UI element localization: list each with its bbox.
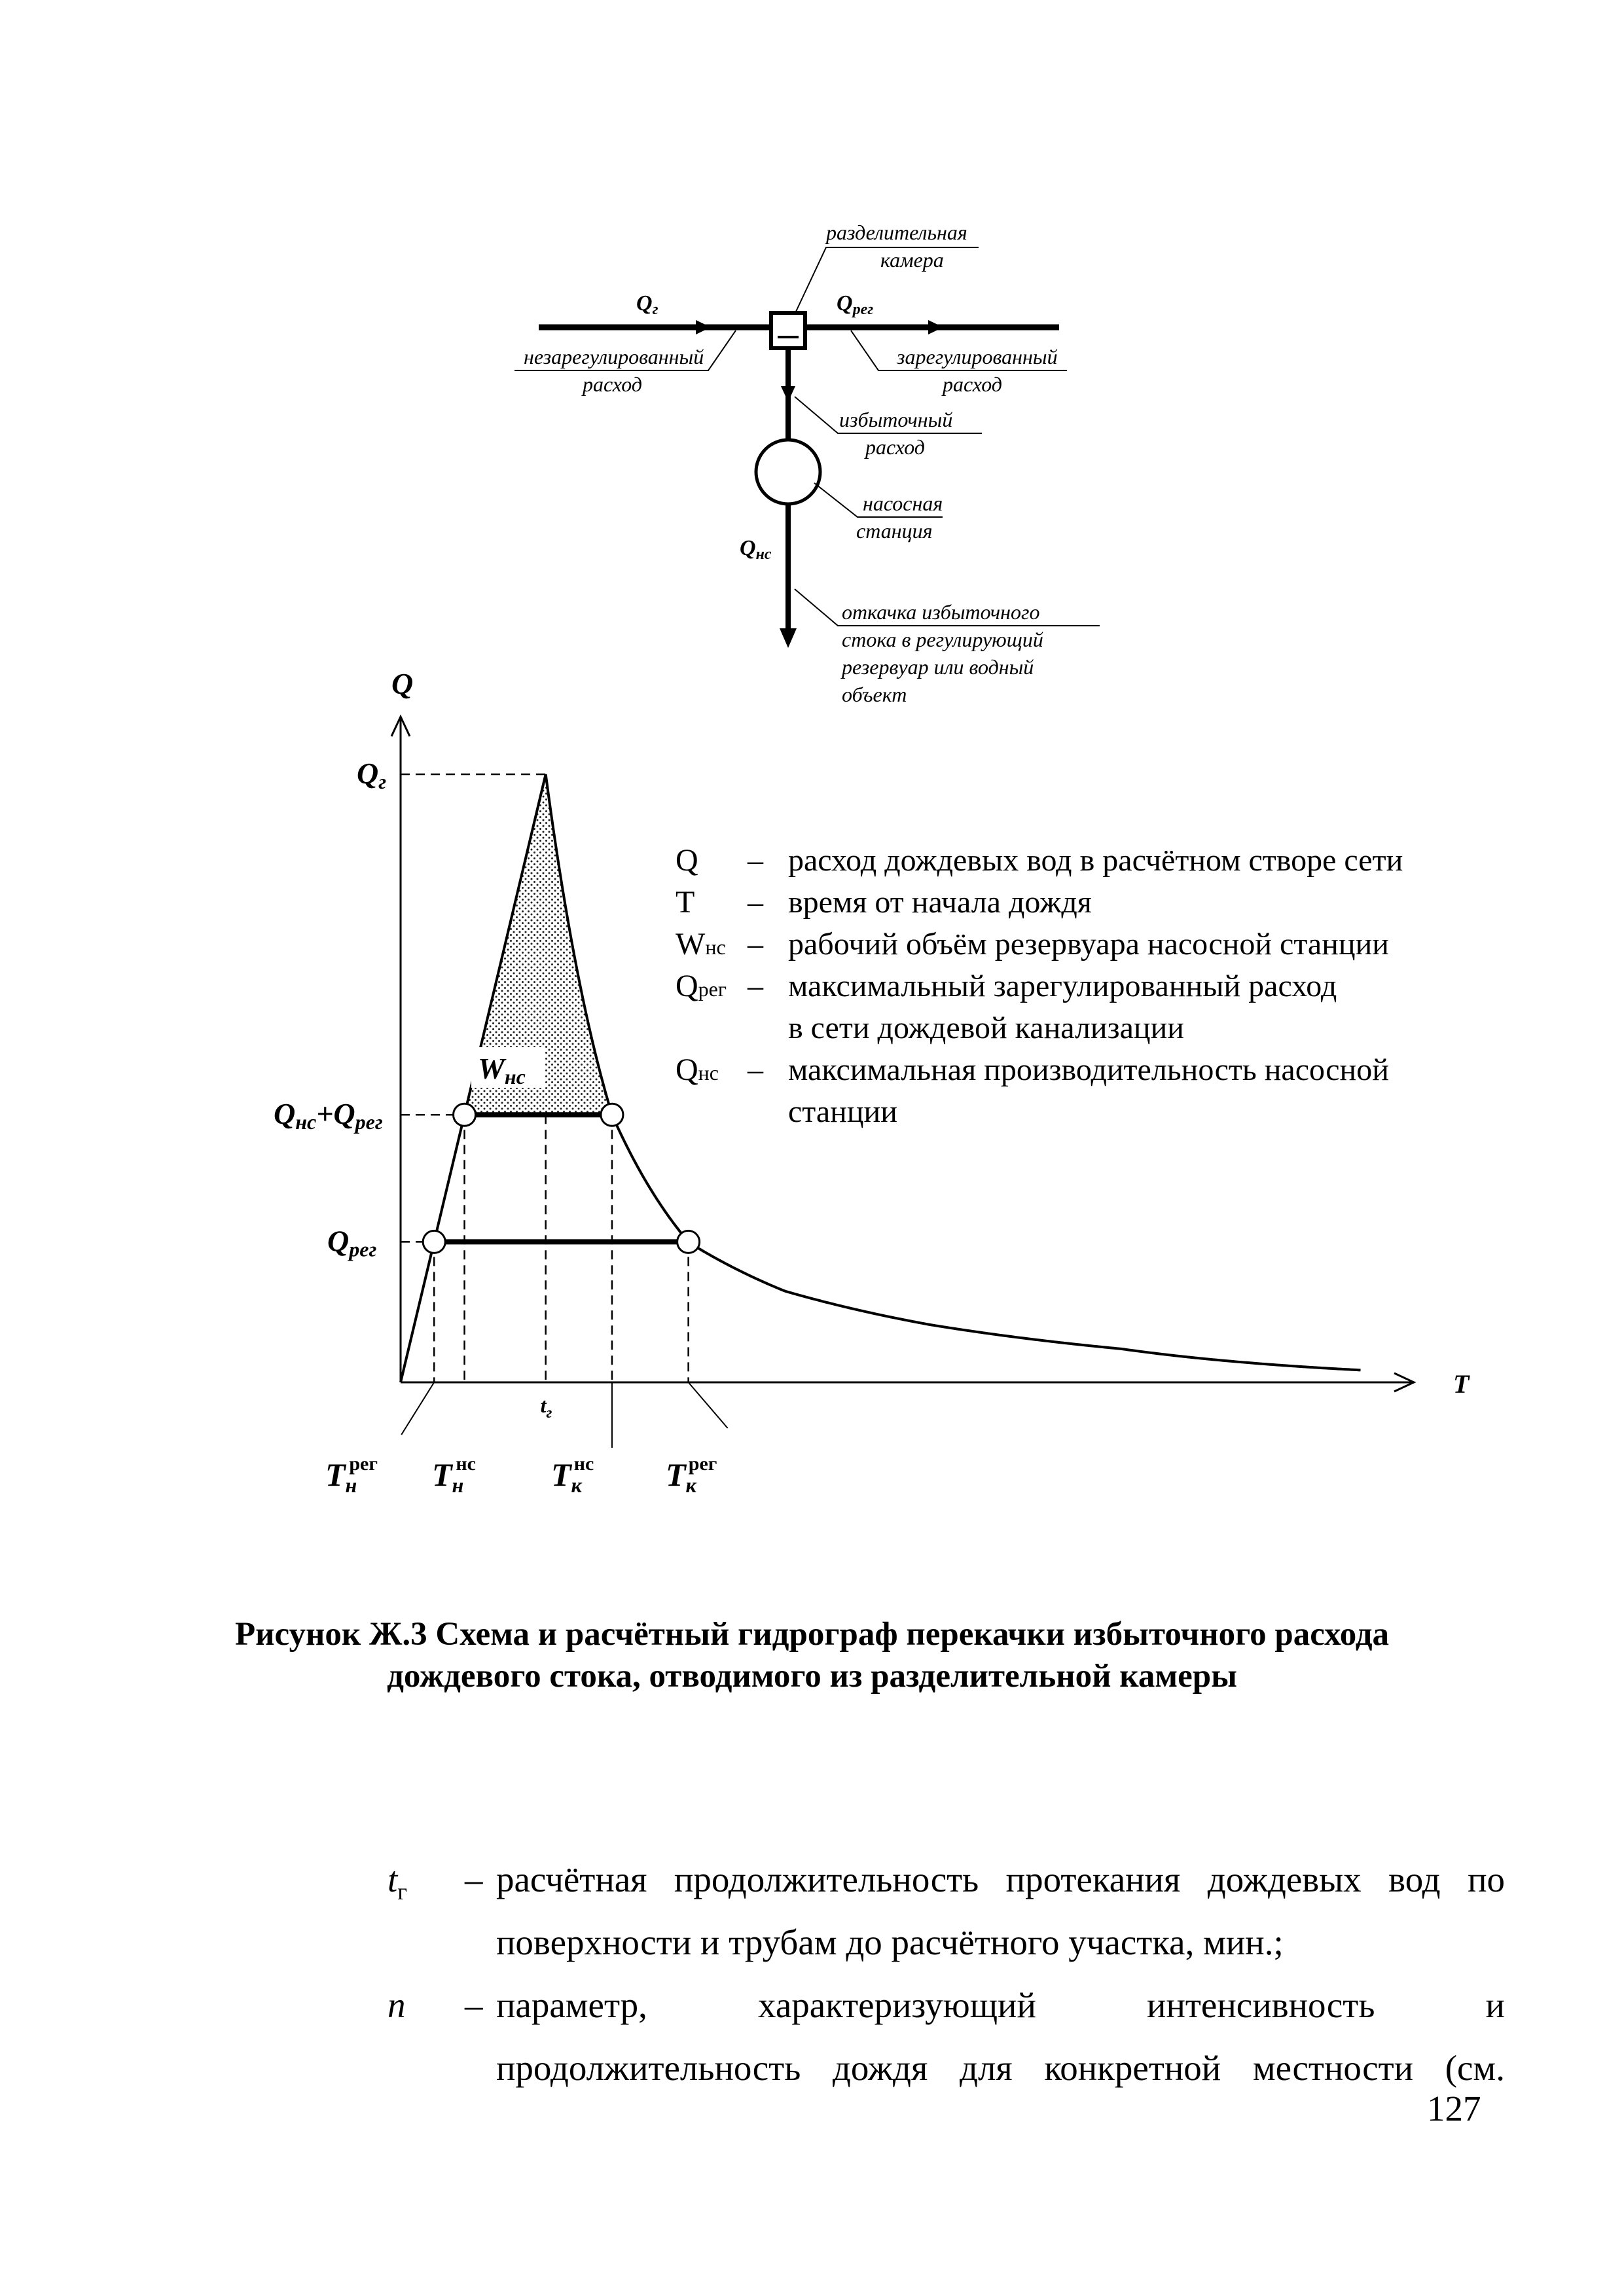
- legend-dash: –: [748, 969, 763, 1003]
- def-dash: –: [465, 1859, 483, 1899]
- legend-text: рабочий объём резервуара насосной станции: [788, 927, 1389, 961]
- pump-station: [756, 440, 820, 504]
- arrow-excess: [781, 386, 795, 402]
- x-axis-label: T: [1453, 1369, 1470, 1399]
- x-tick-t-k-reg: $T_крег$: [666, 1453, 717, 1497]
- intersection-point: [677, 1230, 700, 1253]
- legend-text: максимальный зарегулированный расход: [788, 969, 1337, 1003]
- legend-text: максимальная производительность насосной: [788, 1052, 1389, 1087]
- y-tick-q-reg: Qрег: [327, 1224, 377, 1261]
- legend-symbol: Qнс: [676, 1052, 719, 1087]
- arrow-regulated: [928, 320, 943, 334]
- label-q-ns: Qнс: [740, 536, 772, 563]
- legend-dash: –: [748, 885, 763, 920]
- legend-dash: –: [748, 843, 763, 878]
- arrow-outflow: [780, 628, 797, 648]
- page-number: 127: [1427, 2089, 1481, 2128]
- y-tick-q-g: Qг: [357, 757, 387, 793]
- x-tick-t-n-reg: $T_нрег$: [325, 1453, 378, 1497]
- def-line-2: продолжительность дождя для конкретной местности (см.: [496, 2048, 1505, 2088]
- figure-caption: [196, 1613, 1428, 1697]
- callout-excess-flow: избыточный расход: [839, 408, 953, 459]
- callout-separation-chamber: разделительная камера: [826, 221, 967, 272]
- x-tick-t-n-ns: $T_ннс$: [432, 1453, 476, 1497]
- def-line-2: поверхности и трубам до расчётного участка, мин.;: [496, 1922, 1284, 1962]
- y-axis-label: Q: [391, 667, 414, 700]
- def-line-1: расчётная продолжительность протекания дождевых вод по: [496, 1859, 1505, 1899]
- legend-symbol: Q: [676, 843, 698, 878]
- def-symbol-sub: г: [397, 1878, 408, 1905]
- legend-symbol: Wнс: [676, 927, 726, 961]
- w-ns-label: Wнс: [478, 1052, 526, 1088]
- label-q-reg: Qрег: [837, 291, 874, 318]
- legend-text: станции: [788, 1094, 897, 1129]
- legend-dash: –: [748, 927, 763, 961]
- legend-symbol: T: [676, 885, 695, 920]
- intersection-point: [454, 1103, 476, 1126]
- caption-line-2: дождевого стока, отводимого из разделительной камеры: [387, 1658, 1237, 1695]
- def-symbol: t: [388, 1859, 398, 1899]
- def-dash: –: [465, 1985, 483, 2025]
- def-symbol: n: [388, 1985, 406, 2025]
- legend-symbol: Qрег: [676, 969, 727, 1003]
- legend-text: расход дождевых вод в расчётном створе сети: [788, 843, 1403, 878]
- scheme: [514, 221, 1100, 706]
- chart-legend: [676, 843, 1403, 1129]
- intersection-point: [601, 1103, 623, 1126]
- pointer-t-k-reg: [689, 1382, 728, 1428]
- caption-line-1: Рисунок Ж.3 Схема и расчётный гидрограф перекачки избыточного расхода: [234, 1616, 1390, 1653]
- x-tick-t-k-ns: $T_кнс$: [551, 1453, 594, 1497]
- callout-regulated-flow: зарегулированный расход: [897, 345, 1058, 396]
- legend-dash: –: [748, 1052, 763, 1087]
- y-tick-q-ns-q-reg: Qнс+Qрег: [274, 1097, 383, 1134]
- pointer-t-n-reg: [401, 1382, 434, 1435]
- def-line-1: параметр, характеризующий интенсивность и: [496, 1985, 1505, 2025]
- label-q-g: Qг: [636, 291, 659, 318]
- callout-pump-station: насосная станция: [856, 492, 943, 543]
- separation-chamber: [771, 313, 805, 348]
- callout-unregulated-flow: незарегулированный расход: [524, 345, 704, 396]
- x-tick-t-r: $t_г$: [540, 1393, 552, 1422]
- legend-text: время от начала дождя: [788, 885, 1092, 920]
- legend-text: в сети дождевой канализации: [788, 1011, 1184, 1045]
- callout-pump-out: откачка избыточного стока в регулирующий резервуар или водный объект: [842, 600, 1043, 706]
- intersection-point: [423, 1230, 445, 1253]
- arrow-unregulated: [696, 320, 711, 334]
